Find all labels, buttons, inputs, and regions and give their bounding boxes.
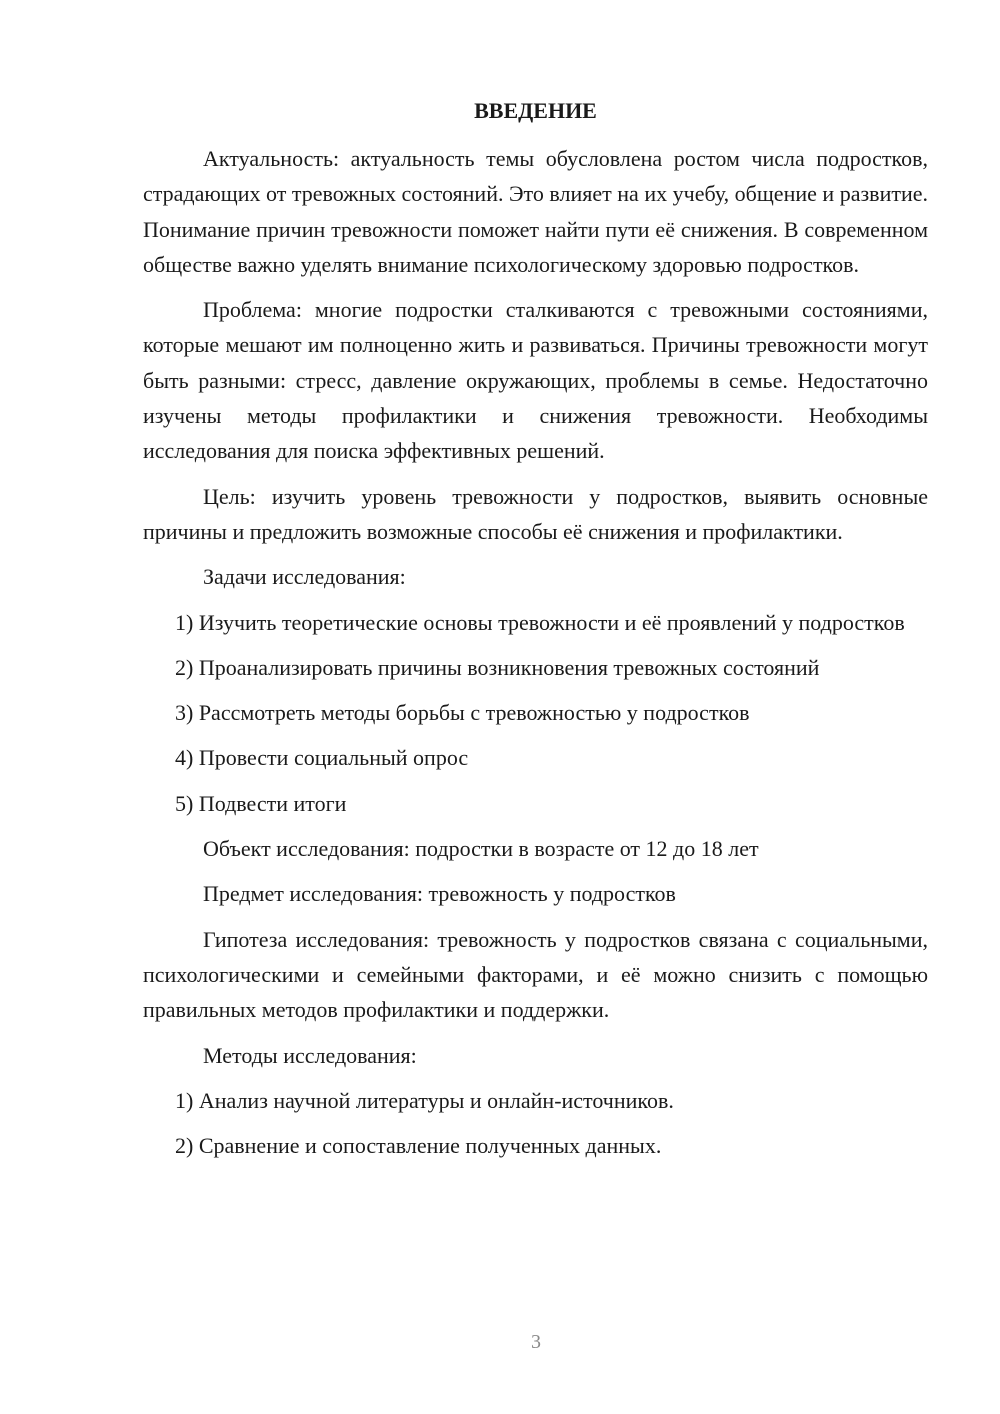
task-item: 1) Изучить теоретические основы тревожности и её проявлений у подростков	[175, 609, 905, 635]
page-number: 3	[531, 1331, 541, 1353]
task-item: 4) Провести социальный опрос	[175, 745, 469, 771]
relevance-paragraph: Актуальность: актуальность темы обусловлена ростом числа подростков, страдающих от тревожных состояний. Это влияет на их учебу, общение и развитие. Понимание причин тревожности поможет найти пути её снижения. В современном обществе важно уделять внимание психологическому здоровью подростков.	[143, 146, 928, 277]
task-item: 5) Подвести итоги	[175, 790, 347, 816]
tasks-heading: Задачи исследования:	[203, 564, 406, 590]
task-item: 2) Проанализировать причины возникновения тревожных состояний	[175, 654, 820, 680]
goal-paragraph: Цель: изучить уровень тревожности у подростков, выявить основные причины и предложить возможные способы её снижения и профилактики.	[143, 483, 928, 544]
document-body	[143, 93, 928, 1173]
problem-paragraph: Проблема: многие подростки сталкиваются с тревожными состояниями, которые мешают им полноценно жить и развиваться. Причины тревожности могут быть разными: стресс, давление окружающих, проблемы в семье. Недостаточно изучены методы профилактики и снижения тревожности. Необходимы исследования для поиска эффективных решений.	[143, 297, 928, 464]
task-item: 3) Рассмотреть методы борьбы с тревожностью у подростков	[175, 700, 750, 726]
hypothesis-paragraph: Гипотеза исследования: тревожность у подростков связана с социальными, психологическими и семейными факторами, и её можно снизить с помощью правильных методов профилактики и поддержки.	[143, 926, 928, 1023]
methods-heading: Методы исследования:	[203, 1042, 417, 1068]
method-item: 1) Анализ научной литературы и онлайн-источников.	[175, 1087, 674, 1113]
page-title: ВВЕДЕНИЕ	[474, 98, 597, 123]
method-item: 2) Сравнение и сопоставление полученных данных.	[175, 1133, 662, 1159]
object-paragraph: Объект исследования: подростки в возрасте от 12 до 18 лет	[203, 836, 759, 862]
subject-paragraph: Предмет исследования: тревожность у подростков	[203, 881, 676, 907]
